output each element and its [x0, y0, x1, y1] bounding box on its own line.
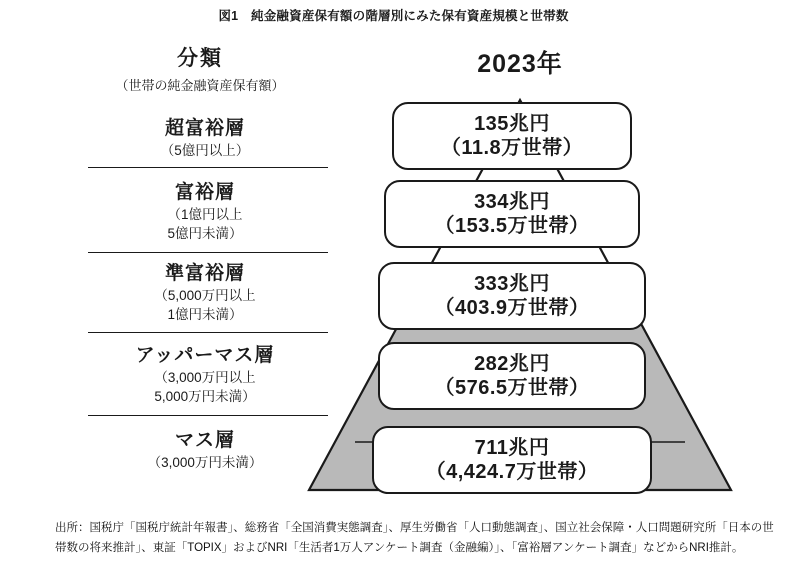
label-divider — [88, 332, 328, 333]
tier-amount: 711兆円 — [474, 437, 550, 459]
tier-range-line1: （1億円以上 — [167, 206, 243, 222]
source-note-line1: 出所：国税庁「国税庁統計年報書」、総務省「全国消費実態調査」、厚生労働省「人口動態調査」、国立社会保障・人口問題研究所「日本の世 — [55, 522, 774, 534]
tier-label-mass — [60, 430, 350, 471]
tier-amount: 135兆円 — [474, 113, 550, 135]
source-note-line2: 帯数の将来推計」、東証「TOPIX」およびNRI「生活者1万人アンケート調査（金融編）」、「富裕層アンケート調査」などからNRI推計。 — [55, 542, 744, 555]
tier-value-box-semi-rich[interactable] — [378, 262, 646, 330]
tier-households: （11.8万世帯） — [440, 137, 584, 159]
classification-header-title: 分類 — [177, 47, 223, 70]
tier-range-line1: （5億円以上） — [160, 142, 250, 158]
tier-value-box-upper-mass[interactable] — [378, 342, 646, 410]
year-header: 2023年 — [477, 50, 563, 78]
tier-label-rich — [60, 182, 350, 243]
tier-households: （403.9万世帯） — [434, 297, 590, 319]
tier-value-box-mass[interactable] — [372, 426, 652, 494]
tier-label-semi-rich — [60, 263, 350, 324]
classification-header-subtitle: （世帯の純金融資産保有額） — [115, 78, 285, 93]
tier-name: 富裕層 — [174, 182, 235, 203]
tier-range-line2: 5,000万円未満） — [154, 389, 256, 405]
tier-name: アッパーマス層 — [135, 345, 275, 366]
tier-amount: 334兆円 — [474, 191, 550, 213]
tier-name: 準富裕層 — [164, 263, 245, 284]
tier-range-line1: （5,000万円以上 — [154, 287, 256, 303]
tier-amount: 282兆円 — [474, 353, 550, 375]
tier-range-line2: 5億円未満） — [167, 226, 243, 242]
tier-label-ultra-rich — [60, 118, 350, 159]
tier-households: （153.5万世帯） — [434, 215, 590, 237]
tier-name: マス層 — [174, 430, 235, 451]
tier-range-line1: （3,000万円以上 — [154, 369, 256, 385]
tier-range-line1: （3,000万円未満） — [147, 454, 263, 470]
tier-amount: 333兆円 — [474, 273, 550, 295]
classification-header — [60, 42, 340, 94]
tier-name: 超富裕層 — [164, 118, 245, 139]
tier-range-line2: 1億円未満） — [167, 307, 243, 323]
label-divider — [88, 415, 328, 416]
source-note — [55, 518, 774, 558]
label-divider — [88, 252, 328, 253]
label-divider — [88, 167, 328, 168]
tier-households: （576.5万世帯） — [434, 377, 590, 399]
tier-value-box-rich[interactable] — [384, 180, 640, 248]
figure-title: 図1 純金融資産保有額の階層別にみた保有資産規模と世帯数 — [218, 9, 569, 23]
tier-households: （4,424.7万世帯） — [425, 461, 599, 483]
pyramid-chart — [0, 30, 787, 510]
tier-value-box-ultra-rich[interactable] — [392, 102, 632, 170]
tier-label-upper-mass — [60, 345, 350, 406]
